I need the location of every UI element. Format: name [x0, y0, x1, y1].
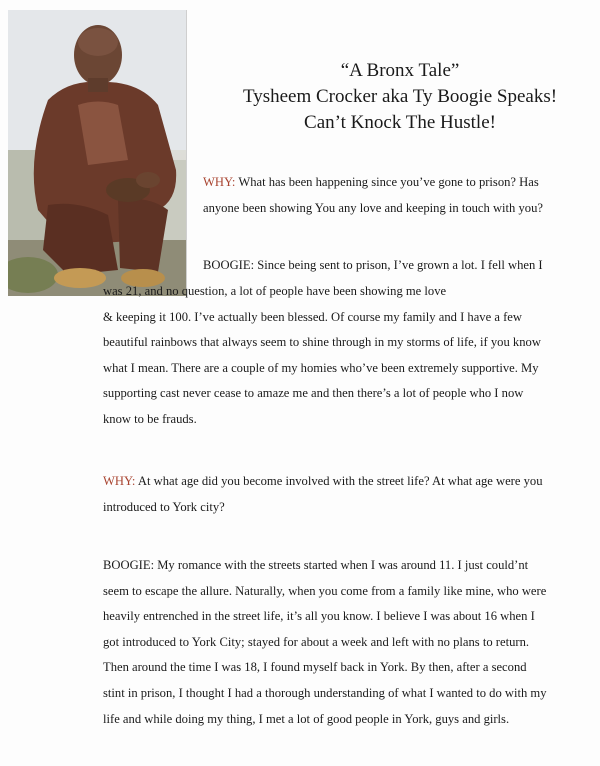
- answer-1-line: beautiful rainbows that always seem to shine through in my storms of life, if you know: [103, 335, 541, 350]
- answer-2-line: got introduced to York City; stayed for about a week and left with no plans to return.: [103, 634, 530, 649]
- title-line-2: Tysheem Crocker aka Ty Boogie Speaks!: [242, 86, 558, 107]
- answer-1-line: was 21, and no question, a lot of people have been showing me love: [103, 284, 447, 298]
- answer-1-line: know to be frauds.: [103, 411, 197, 426]
- answer-2-line: life and while doing my thing, I met a lot of good people in York, guys and girls.: [103, 711, 510, 726]
- answer-2: [103, 553, 591, 732]
- answer-2-line: Then around the time I was 18, I found myself back in York. By then, after a second: [103, 660, 527, 675]
- question-2: [103, 469, 591, 520]
- article-title: [200, 58, 600, 136]
- question-1-line: What has been happening since you’ve gone to prison? Has: [235, 175, 539, 189]
- question-1: [203, 170, 588, 221]
- portrait-photo: [8, 10, 187, 296]
- title-line-3: Can’t Knock The Hustle!: [304, 112, 496, 133]
- answer-1-line: & keeping it 100. I’ve actually been blessed. Of course my family and I have a few: [103, 309, 522, 324]
- question-2-label: WHY:: [103, 474, 136, 488]
- answer-1-line: supporting cast never cease to amaze me and then there’s a lot of people who I now: [103, 386, 524, 401]
- answer-2-line: seem to escape the allure. Naturally, when you come from a family like mine, who were: [103, 583, 547, 598]
- answer-1-intro: [203, 253, 588, 279]
- portrait-illustration: [8, 10, 186, 296]
- question-2-line: At what age did you become involved with the street life? At what age were you: [135, 474, 543, 488]
- title-line-1: “A Bronx Tale”: [340, 60, 460, 81]
- answer-1: [103, 279, 591, 433]
- answer-2-line: stint in prison, I thought I had a thorough understanding of what I wanted to do with my: [103, 685, 547, 700]
- answer-1-line: what I mean. There are a couple of my homies who’ve been extremely supportive. My: [103, 360, 539, 375]
- question-2-line: introduced to York city?: [103, 499, 225, 514]
- question-1-line: anyone been showing You any love and keeping in touch with you?: [203, 200, 543, 215]
- answer-2-line: heavily entrenched in the street life, it’s all you know. I believe I was about 16 when I: [103, 609, 535, 624]
- answer-1-line: BOOGIE: Since being sent to prison, I’ve grown a lot. I fell when I: [203, 258, 543, 272]
- question-1-label: WHY:: [203, 175, 236, 189]
- answer-2-line: BOOGIE: My romance with the streets started when I was around 11. I just could’nt: [103, 558, 529, 572]
